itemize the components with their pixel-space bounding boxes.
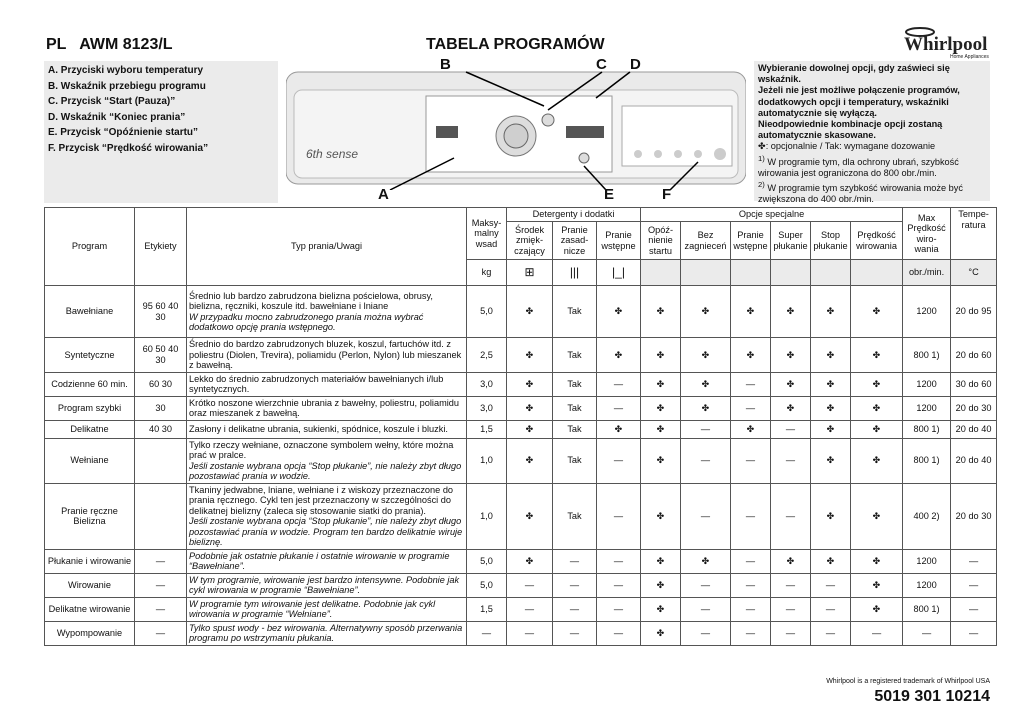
description-note: W przypadku mocno zabrudzonego prania można wybrać dodatkowo opcję prania wstępnego. <box>189 311 424 332</box>
option-cell: — <box>731 396 771 420</box>
option-cell: ✤ <box>811 338 851 373</box>
option-cell: ✤ <box>771 549 811 573</box>
option-cell: Tak <box>553 372 597 396</box>
option-cell: — <box>597 573 641 597</box>
option-cell: — <box>597 483 641 549</box>
info-text: Wybieranie dowolnej opcji, gdy zaświeci się wskaźnik. <box>758 63 950 85</box>
max-spin: 800 1) <box>903 597 951 621</box>
header-labels: Etykiety <box>135 208 187 286</box>
care-labels: — <box>135 573 187 597</box>
header-softener: Środek zmięk-czający <box>507 222 553 260</box>
option-cell: — <box>731 372 771 396</box>
table-row <box>45 549 997 573</box>
option-cell: — <box>731 438 771 483</box>
info-note-1: $^{1)}$ W programie tym, dla ochrony ubrań, szybkość wirowania jest ograniczona do 800 obr./min. <box>758 153 959 178</box>
option-cell: — <box>681 420 731 438</box>
label-f: F <box>662 186 672 203</box>
svg-text:6th sense: 6th sense <box>306 147 359 161</box>
care-labels: — <box>135 597 187 621</box>
care-labels: — <box>135 549 187 573</box>
header-no-crease: Bez zagnieceń <box>681 222 731 260</box>
care-labels: 95 60 40 30 <box>135 286 187 338</box>
care-labels <box>135 483 187 549</box>
legend-item: B. Wskaźnik przebiegu programu <box>48 80 206 92</box>
header-delay: Opóź-nienie startu <box>641 222 681 260</box>
table-row <box>45 573 997 597</box>
table-row <box>45 420 997 438</box>
option-cell: ✤ <box>507 420 553 438</box>
option-cell: ✤ <box>851 286 903 338</box>
care-labels: 40 30 <box>135 420 187 438</box>
option-cell: — <box>731 597 771 621</box>
max-load: — <box>467 621 507 645</box>
option-cell: — <box>597 438 641 483</box>
max-spin: 400 2) <box>903 483 951 549</box>
option-cell: ✤ <box>811 438 851 483</box>
temperature-range: 20 do 60 <box>951 338 997 373</box>
legend-panel <box>44 61 278 203</box>
program-name: Pranie ręczne Bielizna <box>45 483 135 549</box>
prewash-icon: |_| <box>597 260 641 286</box>
option-cell: ✤ <box>851 549 903 573</box>
option-cell: ✤ <box>641 483 681 549</box>
label-b: B <box>440 56 451 73</box>
program-description <box>187 549 467 573</box>
care-labels <box>135 438 187 483</box>
option-cell: — <box>597 597 641 621</box>
option-cell: — <box>597 549 641 573</box>
option-cell: ✤ <box>597 420 641 438</box>
header-options: Opcje specjalne <box>641 208 903 222</box>
header-detergents: Detergenty i dodatki <box>507 208 641 222</box>
whirlpool-logo <box>898 24 992 60</box>
care-labels: — <box>135 621 187 645</box>
label-d: D <box>630 56 641 73</box>
program-name: Wirowanie <box>45 573 135 597</box>
temperature-range: 20 do 30 <box>951 483 997 549</box>
max-load: 1,5 <box>467 597 507 621</box>
header-speed-unit: obr./min. <box>903 260 951 286</box>
description-text: Tkaniny jedwabne, lniane, wełniane i z wiskozy przeznaczone do prania ręcznego. Cykl ten jest przeznaczony w szczególności do delikatnej bielizny (zaleca się stosowanie siatki do prania). <box>189 484 454 516</box>
trademark-note: Whirlpool is a registered trademark of Whirlpool USA <box>826 678 990 685</box>
info-text: Jeżeli nie jest możliwe połączenie programów, dodatkowych opcji i temperatury, wskaźniki automatycznie się wyłączą. <box>758 85 960 118</box>
program-description <box>187 338 467 373</box>
description-note: Tylko spust wody - bez wirowania. Alternatywny sposób przerwania programu po wstrzymaniu płukania. <box>189 622 463 643</box>
option-cell: ✤ <box>681 396 731 420</box>
description-note: W tym programie, wirowanie jest bardzo intensywne. Podobnie jak cykl wirowania w programie “Bawełniane”. <box>189 574 460 595</box>
svg-text:Home Appliances: Home Appliances <box>950 54 989 60</box>
option-cell: ✤ <box>851 438 903 483</box>
max-load: 1,5 <box>467 420 507 438</box>
header-super-rinse: Super płukanie <box>771 222 811 260</box>
temperature-range: 20 do 30 <box>951 396 997 420</box>
option-cell: ✤ <box>507 438 553 483</box>
header-program: Program <box>45 208 135 286</box>
option-cell: ✤ <box>811 372 851 396</box>
legend-item: C. Przycisk “Start (Pauza)” <box>48 96 176 107</box>
label-c: C <box>596 56 607 73</box>
option-cell: ✤ <box>851 597 903 621</box>
header-max-load: Maksy-malny wsad <box>467 208 507 260</box>
program-description <box>187 573 467 597</box>
program-description <box>187 483 467 549</box>
option-cell: Tak <box>553 286 597 338</box>
description-note: Podobnie jak ostatnie płukanie i ostatnie wirowanie w programie “Bawełniane”. <box>189 550 450 571</box>
softener-icon: ⊞ <box>507 260 553 286</box>
language-code: PL AWM 8123/L <box>46 36 173 53</box>
document-code: 5019 301 10214 <box>874 688 990 705</box>
program-table <box>44 207 997 646</box>
option-cell: ✤ <box>681 286 731 338</box>
option-cell: — <box>553 597 597 621</box>
option-cell: ✤ <box>641 597 681 621</box>
option-cell: ✤ <box>851 372 903 396</box>
max-spin: 1200 <box>903 573 951 597</box>
program-description <box>187 286 467 338</box>
option-cell: ✤ <box>507 549 553 573</box>
label-a: A <box>378 186 389 203</box>
legend-item: D. Wskaźnik “Koniec prania” <box>48 111 186 123</box>
option-cell: ✤ <box>641 338 681 373</box>
option-cell: ✤ <box>597 338 641 373</box>
header-main-wash: Pranie zasad-nicze <box>553 222 597 260</box>
option-cell: ✤ <box>811 396 851 420</box>
option-cell: ✤ <box>641 420 681 438</box>
description-note: Jeśli zostanie wybrana opcja “Stop płukanie”, nie należy zbyt długo pozostawiać prania w wodzie. <box>189 460 462 481</box>
header-kg: kg <box>467 260 507 286</box>
option-cell: Tak <box>553 483 597 549</box>
option-cell: ✤ <box>507 286 553 338</box>
header-temp-unit: °C <box>951 260 997 286</box>
description-note: W programie tym wirowanie jest delikatne. Podobnie jak cykl wirowania w programie “Wełniane”. <box>189 598 436 619</box>
option-cell: ✤ <box>771 286 811 338</box>
option-cell: ✤ <box>641 372 681 396</box>
program-description <box>187 420 467 438</box>
max-load: 3,0 <box>467 396 507 420</box>
option-cell: ✤ <box>681 372 731 396</box>
legend-item: A. Przyciski wyboru temperatury <box>48 65 204 76</box>
program-name: Delikatne wirowanie <box>45 597 135 621</box>
option-cell: — <box>771 438 811 483</box>
header-temp: Tempe-ratura <box>951 208 997 260</box>
max-spin: 800 1) <box>903 438 951 483</box>
program-name: Bawełniane <box>45 286 135 338</box>
option-cell: — <box>811 621 851 645</box>
temperature-range: 20 do 40 <box>951 438 997 483</box>
option-cell: ✤ <box>811 286 851 338</box>
option-cell: ✤ <box>851 420 903 438</box>
option-cell: — <box>771 420 811 438</box>
option-cell: ✤ <box>811 483 851 549</box>
max-load: 5,0 <box>467 549 507 573</box>
option-cell: ✤ <box>771 396 811 420</box>
program-description <box>187 438 467 483</box>
temperature-range: 30 do 60 <box>951 372 997 396</box>
option-cell: — <box>771 621 811 645</box>
temperature-range: — <box>951 573 997 597</box>
legend-item: E. Przycisk “Opóźnienie startu” <box>48 127 199 138</box>
option-cell: — <box>731 621 771 645</box>
care-labels: 60 30 <box>135 372 187 396</box>
option-cell: — <box>553 621 597 645</box>
svg-text:Whirlpool: Whirlpool <box>904 34 988 55</box>
option-cell: ✤ <box>681 549 731 573</box>
option-cell: ✤ <box>641 549 681 573</box>
option-cell: — <box>507 597 553 621</box>
max-spin: — <box>903 621 951 645</box>
option-cell: — <box>771 597 811 621</box>
care-labels: 60 50 40 30 <box>135 338 187 373</box>
program-name: Program szybki <box>45 396 135 420</box>
option-cell: Tak <box>553 438 597 483</box>
option-cell: — <box>507 573 553 597</box>
max-spin: 1200 <box>903 549 951 573</box>
info-panel <box>754 61 990 205</box>
max-load: 5,0 <box>467 573 507 597</box>
option-cell: ✤ <box>507 396 553 420</box>
table-row <box>45 286 997 338</box>
page-title: TABELA PROGRAMÓW <box>426 36 605 53</box>
max-load: 5,0 <box>467 286 507 338</box>
option-cell: — <box>851 621 903 645</box>
temperature-range: 20 do 95 <box>951 286 997 338</box>
option-cell: — <box>731 573 771 597</box>
program-name: Syntetyczne <box>45 338 135 373</box>
header-opt-prewash: Pranie wstępne <box>731 222 771 260</box>
max-load: 1,0 <box>467 438 507 483</box>
legend-item: F. Przycisk “Prędkość wirowania” <box>48 142 209 154</box>
description-text: Lekko do średnio zabrudzonych materiałów bawełnianych i/lub syntetycznych. <box>189 373 444 394</box>
table-row <box>45 621 997 645</box>
option-cell: Tak <box>553 396 597 420</box>
description-text: Tylko rzeczy wełniane, oznaczone symbolem wełny, które można prać w pralce. <box>189 439 454 460</box>
option-cell: ✤ <box>641 286 681 338</box>
max-spin: 800 1) <box>903 338 951 373</box>
option-cell: ✤ <box>771 338 811 373</box>
option-cell: — <box>681 597 731 621</box>
table-row <box>45 396 997 420</box>
temperature-range: — <box>951 549 997 573</box>
option-cell: ✤ <box>681 338 731 373</box>
max-load: 1,0 <box>467 483 507 549</box>
option-cell: ✤ <box>811 420 851 438</box>
option-cell: ✤ <box>771 372 811 396</box>
table-row <box>45 597 997 621</box>
header-rinse-hold: Stop płukanie <box>811 222 851 260</box>
max-spin: 800 1) <box>903 420 951 438</box>
description-text: Średnio lub bardzo zabrudzona bielizna pościelowa, obrusy, bielizna, ręczniki, koszule itd. bawełniane i lniane <box>189 290 433 311</box>
max-spin: 1200 <box>903 286 951 338</box>
option-cell: ✤ <box>507 338 553 373</box>
program-description <box>187 396 467 420</box>
option-cell: — <box>597 396 641 420</box>
table-row <box>45 483 997 549</box>
option-cell: ✤ <box>507 483 553 549</box>
option-cell: — <box>771 483 811 549</box>
option-cell: — <box>731 549 771 573</box>
option-cell: ✤ <box>811 549 851 573</box>
option-cell: — <box>597 621 641 645</box>
option-cell: — <box>597 372 641 396</box>
option-cell: Tak <box>553 420 597 438</box>
temperature-range: — <box>951 597 997 621</box>
max-spin: 1200 <box>903 396 951 420</box>
option-cell: ✤ <box>641 396 681 420</box>
program-description <box>187 372 467 396</box>
option-cell: ✤ <box>641 573 681 597</box>
info-optional: ✤: opcjonalnie / Tak: wymagane dozowanie <box>758 141 936 152</box>
control-panel-illustration <box>286 66 746 190</box>
option-cell: — <box>811 597 851 621</box>
header-speed: Max Prędkość wiro-wania <box>903 208 951 260</box>
description-text: Średnio do bardzo zabrudzonych bluzek, koszul, fartuchów itd. z poliestru (Diolen, Trevira), poliamidu (Perlon, Nylon) lub mieszanek z bawełną. <box>189 339 462 370</box>
option-cell: ✤ <box>851 396 903 420</box>
temperature-range: 20 do 40 <box>951 420 997 438</box>
header-type: Typ prania/Uwagi <box>187 208 467 286</box>
program-name: Codzienne 60 min. <box>45 372 135 396</box>
info-text: Nieodpowiednie kombinacje opcji zostaną automatycznie skasowane. <box>758 119 943 141</box>
description-text: Zasłony i delikatne ubrania, sukienki, spódnice, koszule i bluzki. <box>189 423 448 434</box>
program-name: Wełniane <box>45 438 135 483</box>
option-cell: — <box>771 573 811 597</box>
info-note-2: $^{2)}$ W programie tym szybkość wirowania może być zwiększona do 400 obr./min. <box>758 180 963 205</box>
care-labels: 30 <box>135 396 187 420</box>
option-cell: — <box>553 549 597 573</box>
max-load: 2,5 <box>467 338 507 373</box>
label-e: E <box>604 186 615 203</box>
option-cell: — <box>681 573 731 597</box>
option-cell: ✤ <box>507 372 553 396</box>
table-row <box>45 338 997 373</box>
main-wash-icon: ||| <box>553 260 597 286</box>
table-row <box>45 438 997 483</box>
option-cell: — <box>731 483 771 549</box>
option-cell: ✤ <box>731 338 771 373</box>
program-name: Wypompowanie <box>45 621 135 645</box>
option-cell: ✤ <box>731 286 771 338</box>
table-row <box>45 372 997 396</box>
max-spin: 1200 <box>903 372 951 396</box>
program-description <box>187 597 467 621</box>
model-name: AWM 8123/L <box>79 36 173 53</box>
option-cell: — <box>681 621 731 645</box>
option-cell: — <box>811 573 851 597</box>
option-cell: Tak <box>553 338 597 373</box>
header-spin-speed: Prędkość wirowania <box>851 222 903 260</box>
option-cell: ✤ <box>851 483 903 549</box>
option-cell: ✤ <box>851 573 903 597</box>
option-cell: — <box>681 483 731 549</box>
option-cell: — <box>681 438 731 483</box>
description-note: Jeśli zostanie wybrana opcja “Stop płukanie”, nie należy zbyt długo pozostawiać prania w wodzie. Program ten bardzo delikatnie wiruje bieliznę. <box>189 516 463 547</box>
header-prewash: Pranie wstępne <box>597 222 641 260</box>
program-name: Płukanie i wirowanie <box>45 549 135 573</box>
description-text: Krótko noszone wierzchnie ubrania z bawełny, poliestru, poliamidu oraz mieszanek z bawełną. <box>189 397 459 418</box>
option-cell: — <box>507 621 553 645</box>
option-cell: ✤ <box>641 438 681 483</box>
option-cell: ✤ <box>731 420 771 438</box>
option-cell: ✤ <box>851 338 903 373</box>
program-name: Delikatne <box>45 420 135 438</box>
program-description <box>187 621 467 645</box>
option-cell: ✤ <box>641 621 681 645</box>
temperature-range: — <box>951 621 997 645</box>
option-cell: — <box>553 573 597 597</box>
option-cell: ✤ <box>597 286 641 338</box>
max-load: 3,0 <box>467 372 507 396</box>
